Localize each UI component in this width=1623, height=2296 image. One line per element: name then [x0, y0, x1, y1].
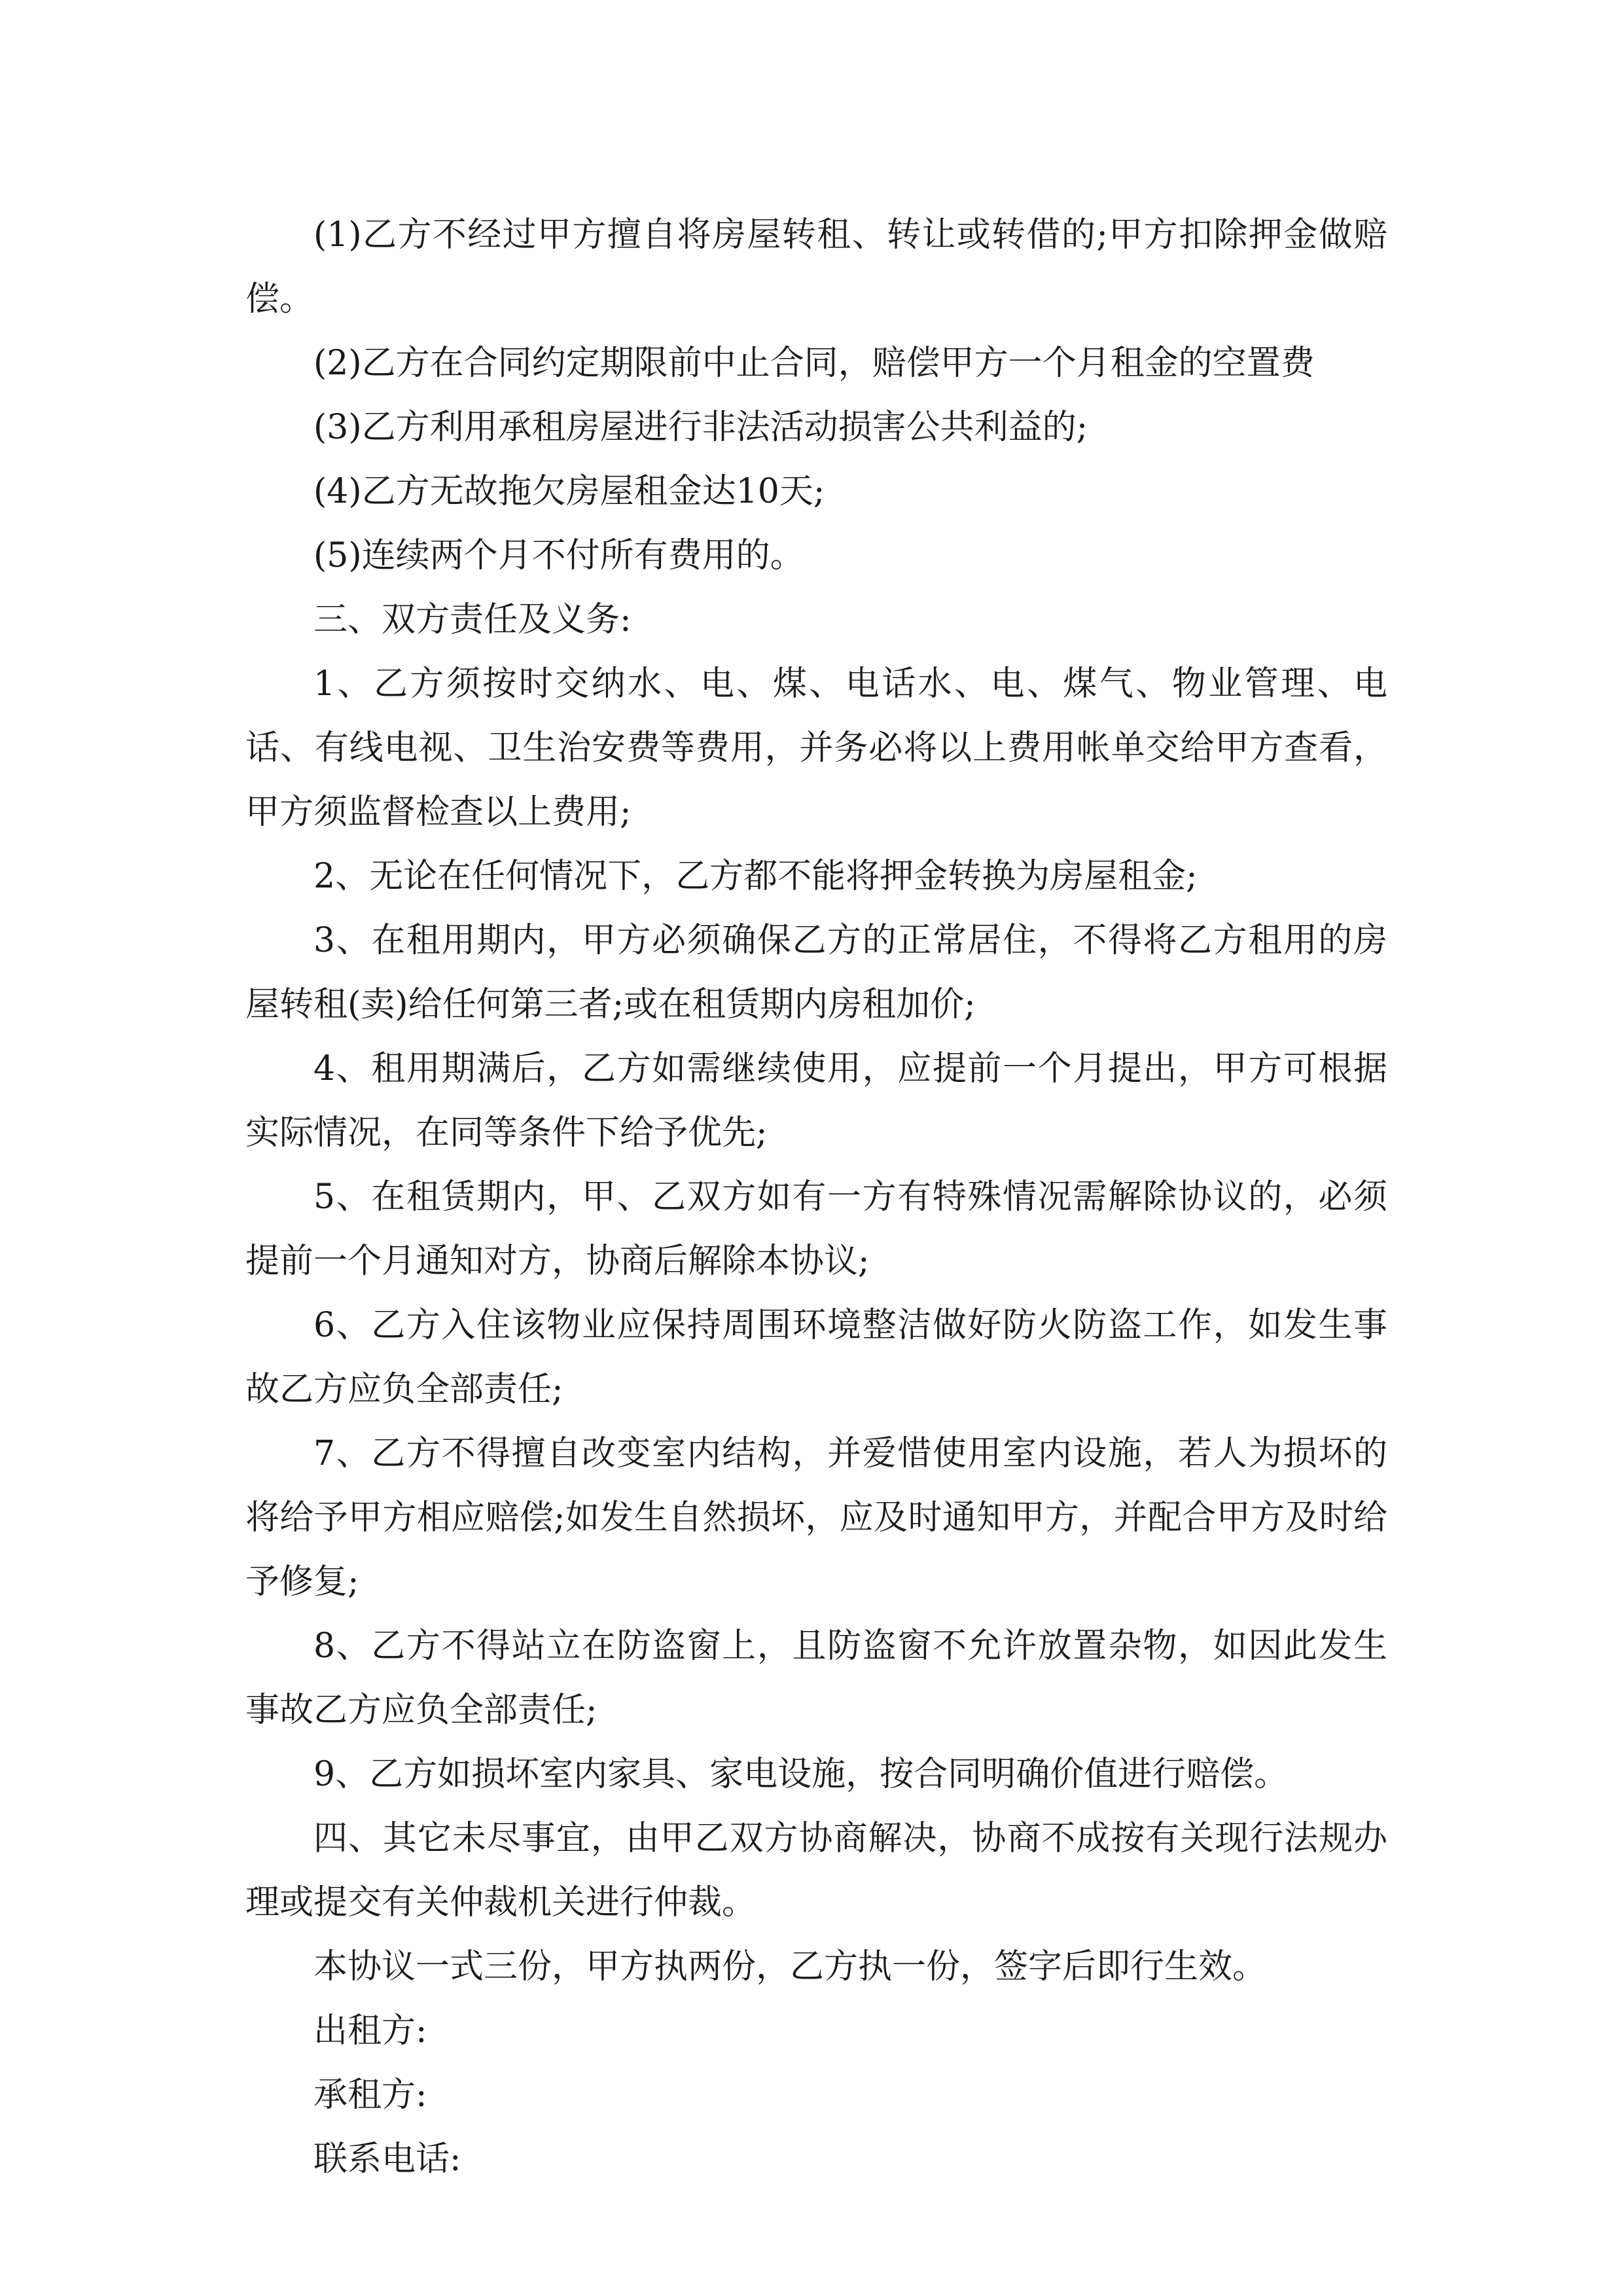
duty-item-5: 5、在租赁期内，甲、乙双方如有一方有特殊情况需解除协议的，必须提前一个月通知对方，协商后解除本协议;: [245, 1177, 1387, 1281]
duty-item-1: 1、乙方须按时交纳水、电、煤、电话水、电、煤气、物业管理、电话、有线电视、卫生治安费等费用，并务必将以上费用帐单交给甲方查看，甲方须监督检查以上费用;: [245, 664, 1387, 832]
lessee-signature-label: 承租方:: [313, 2075, 427, 2115]
lessor-signature-label: 出租方:: [313, 2011, 427, 2051]
duty-item-8: 8、乙方不得站立在防盗窗上，且防盗窗不允许放置杂物，如因此发生事故乙方应负全部责任;: [245, 1626, 1387, 1730]
duty-item-9: 9、乙方如损坏室内家具、家电设施，按合同明确价值进行赔偿。: [313, 1755, 1289, 1794]
clause-5: (5)连续两个月不付所有费用的。: [313, 536, 804, 575]
duty-item-6: 6、乙方入住该物业应保持周围环境整洁做好防火防盗工作，如发生事故乙方应负全部责任;: [245, 1306, 1387, 1409]
duty-item-4: 4、租用期满后，乙方如需继续使用，应提前一个月提出，甲方可根据实际情况，在同等条件下给予优先;: [245, 1049, 1387, 1153]
section-3-heading: 三、双方责任及义务:: [313, 600, 632, 639]
clause-2: (2)乙方在合同约定期限前中止合同，赔偿甲方一个月租金的空置费: [313, 344, 1315, 383]
clause-3: (3)乙方利用承租房屋进行非法活动损害公共利益的;: [313, 408, 1088, 447]
copies-statement: 本协议一式三份，甲方执两份，乙方执一份，签字后即行生效。: [313, 1947, 1267, 1986]
phone-label: 联系电话:: [313, 2140, 461, 2179]
duty-item-7: 7、乙方不得擅自改变室内结构，并爱惜使用室内设施，若人为损坏的将给予甲方相应赔偿;如发生自然损坏，应及时通知甲方，并配合甲方及时给予修复;: [245, 1434, 1387, 1602]
clause-4: (4)乙方无故拖欠房屋租金达10天;: [313, 472, 825, 511]
duty-item-2: 2、无论在任何情况下，乙方都不能将押金转换为房屋租金;: [313, 857, 1198, 896]
document-page: [245, 203, 1387, 2191]
section-4-text: 四、其它未尽事宜，由甲乙双方协商解决，协商不成按有关现行法规办理或提交有关仲裁机关进行仲裁。: [245, 1819, 1387, 1922]
duty-item-3: 3、在租用期内，甲方必须确保乙方的正常居住，不得将乙方租用的房屋转租(卖)给任何第三者;或在租赁期内房租加价;: [245, 921, 1387, 1024]
clause-1: (1)乙方不经过甲方擅自将房屋转租、转让或转借的;甲方扣除押金做赔偿。: [245, 215, 1387, 319]
